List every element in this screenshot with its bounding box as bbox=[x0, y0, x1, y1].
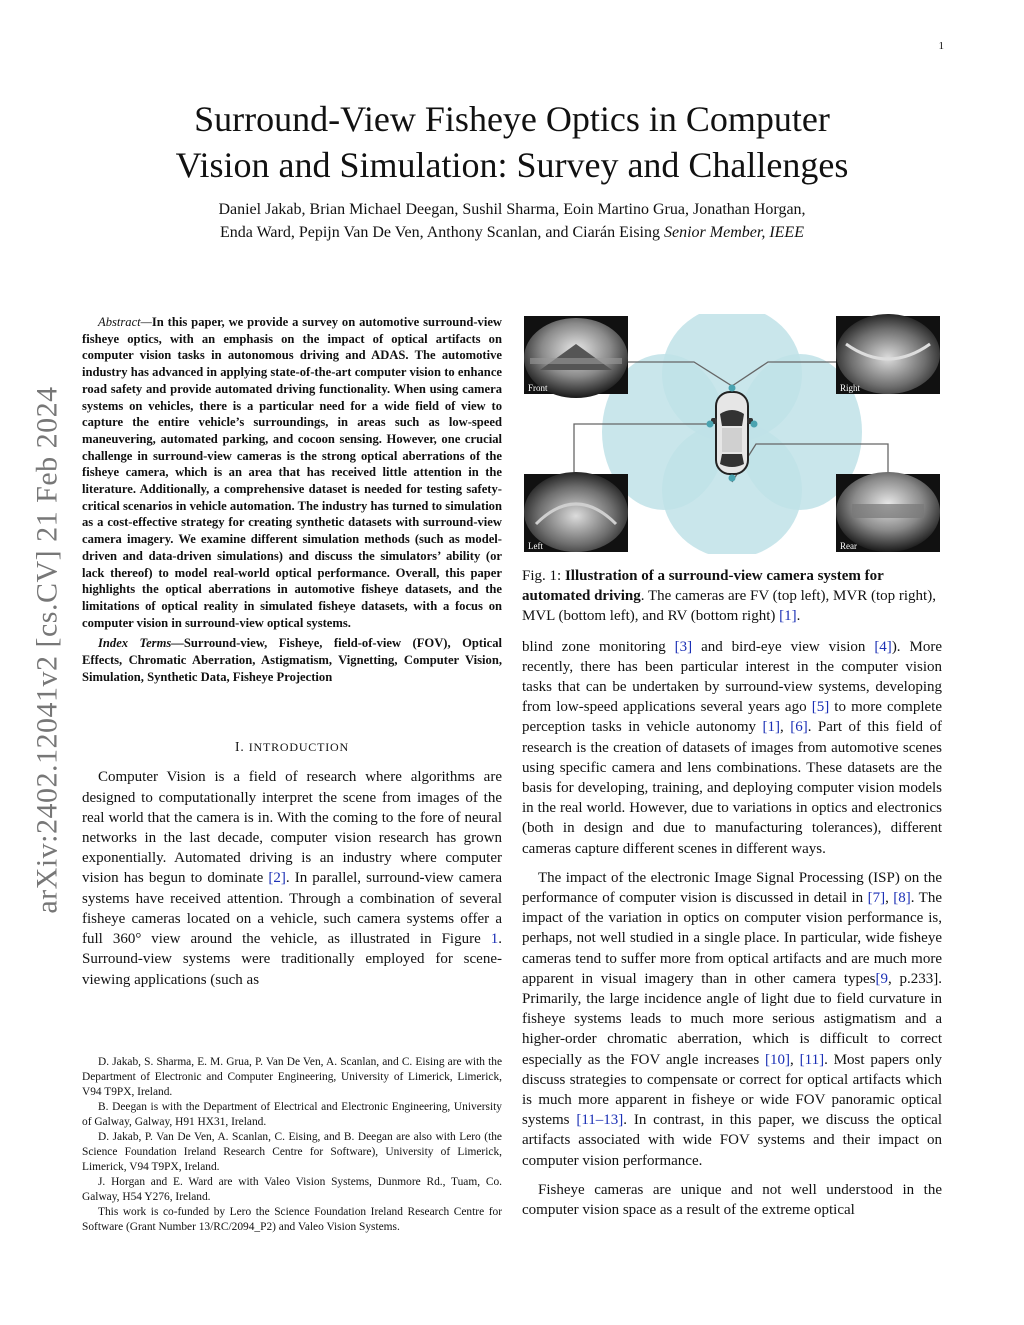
intro-text-b: . In parallel, surround-view camera systems have received attention. Through a combination of several fisheye cameras located on a vehicle, such camera systems offer a full 360° view around the vehicle, as illustrated in Figure bbox=[82, 870, 503, 948]
citation-link[interactable]: [11] bbox=[799, 1051, 825, 1068]
rp1-f: . Part of this field of research is the creation of datasets of images from automotive scenes using specific camera and lens combinations. These datasets are the basis for developing, training, and deploying computer vision models in the real world. However, due to variations in optics and electronics (both in design and due to manufacturing tolerances), different cameras capture different scenes in different ways. bbox=[522, 719, 942, 857]
rp2-c: . The impact of the variation in optics on computer vision performance is, perhaps, not well studied in a single place. In particular, wide fisheye cameras tend to suffer more from optical artifacts and are much more apparent in visual imagery than in other camera types bbox=[522, 890, 943, 987]
ieee-membership: Senior Member, IEEE bbox=[664, 224, 804, 241]
footnote-4: J. Horgan and E. Ward are with Valeo Vision Systems, Dunmore Rd., Tuam, Co. Galway, H54 Y276, Ireland. bbox=[82, 1176, 502, 1203]
intro-text-c: . Surround-view systems were traditionally employed for scene-viewing applications (such as bbox=[82, 931, 502, 988]
rp2-d: , p.233]. Primarily, the large incidence angle of light due to field curvature in fisheye systems leads to much more serious astigmatism and a higher-order chromatic aberration, which is difficult to correct especially as the FOV angle increases bbox=[522, 970, 942, 1068]
footnote-3: D. Jakab, P. Van De Ven, A. Scanlan, C. Eising, and B. Deegan are also with Lero (the Science Foundation Ireland Research Centre for Software), University of Limerick, Limerick, V94 T9PX, Ireland. bbox=[82, 1131, 502, 1173]
citation-link[interactable]: [5] bbox=[811, 699, 830, 716]
label-right: Right bbox=[840, 383, 861, 393]
footnote-1: D. Jakab, S. Sharma, E. M. Grua, P. Van De Ven, A. Scanlan, and C. Eising are with the Department of Electronic and Computer Engineering, University of Limerick, Limerick, V94 T9PX, Ireland. bbox=[82, 1056, 502, 1098]
intro-paragraph-1 bbox=[82, 767, 502, 989]
right-paragraph-1 bbox=[522, 637, 942, 859]
footnote-5: This work is co-funded by Lero the Science Foundation Ireland Research Centre for Software (Grant Number 13/RC/2094_P2) and Valeo Vision Systems. bbox=[82, 1206, 502, 1233]
rp1-c: ). More recently, there has been particular interest in the computer vision tasks that can be undertaken by surround-view systems, developing from low-speed applications several years ago bbox=[522, 638, 942, 716]
rp1-a: blind zone monitoring bbox=[522, 638, 675, 655]
label-left: Left bbox=[528, 541, 543, 551]
rp2-b: , bbox=[885, 890, 894, 907]
rp2-g: . In contrast, in this paper, we discuss the optical artifacts associated with wide FOV systems and their impact on computer vision performance. bbox=[522, 1112, 942, 1169]
figure-link[interactable]: 1 bbox=[490, 931, 499, 948]
right-paragraph-2 bbox=[522, 868, 942, 1171]
caption-label: Fig. 1: bbox=[522, 568, 565, 584]
arxiv-stamp-text: arXiv:2402.12041v2 [cs.CV] 21 Feb 2024 bbox=[31, 386, 65, 914]
citation-link[interactable]: [11–13] bbox=[576, 1112, 624, 1129]
paper-title bbox=[82, 96, 942, 188]
rp2-f: . Most papers only discuss strategies to compensate or correct for optical artifacts which is much more apparent in fisheye or wide FOV panoramic optical systems bbox=[522, 1051, 942, 1129]
caption-text: . The cameras are FV (top left), MVR (top right), MVL (bottom left), and RV (bottom right) bbox=[522, 588, 936, 625]
camera-front-dot bbox=[729, 385, 736, 392]
caption-bold: Illustration of a surround-view camera system for automated driving bbox=[522, 568, 884, 605]
camera-right-dot bbox=[751, 421, 758, 428]
camera-left-dot bbox=[707, 421, 714, 428]
citation-link[interactable]: [10] bbox=[765, 1051, 791, 1068]
right-paragraph-3: Fisheye cameras are unique and not well understood in the computer vision space as a result of the extreme optical bbox=[522, 1181, 942, 1219]
citation-link[interactable]: [9 bbox=[875, 970, 888, 987]
section-number: I. bbox=[235, 739, 245, 755]
label-rear: Rear bbox=[840, 541, 857, 551]
left-column bbox=[82, 314, 502, 990]
footnotes bbox=[82, 1055, 502, 1235]
authors-line-1: Daniel Jakab, Brian Michael Deegan, Sushil Sharma, Eoin Martino Grua, Jonathan Horgan, bbox=[218, 201, 806, 218]
vehicle-top-view bbox=[711, 392, 753, 474]
caption-citation-link[interactable]: [1] bbox=[779, 608, 797, 625]
footnote-2: B. Deegan is with the Department of Electrical and Electronic Engineering, University of Galway, Galway, H91 HX31, Ireland. bbox=[82, 1101, 502, 1128]
rp2-e: , bbox=[790, 1051, 800, 1068]
thumb-rear bbox=[836, 472, 940, 552]
rp1-b: and bird-eye view vision bbox=[692, 638, 875, 655]
right-column bbox=[522, 314, 942, 1220]
section-heading-introduction bbox=[82, 739, 502, 755]
arxiv-stamp bbox=[28, 350, 68, 950]
figure-1 bbox=[522, 314, 942, 554]
abstract-text: In this paper, we provide a survey on automotive surround-view fisheye optics, with an emphasis on the impact of optical artifacts on computer vision tasks in autonomous driving and ADAS. The automotive industry has advanced in applying state-of-the-art computer vision to enhance road safety and provide automated driving functionality. When using camera systems on vehicles, there is a particular need for a wide field of view to capture the entire vehicle’s surroundings, in areas such as low-speed maneuvering, automated parking, and cocoon sensing. However, one crucial challenge in surround-view cameras is the strong optical aberrations of the fisheye camera, which is an area that has received little attention in the literature. Additionally, a comprehensive dataset is needed for testing safety-critical scenarios in vehicle automation. The industry has turned to simulation as a cost-effective strategy for creating synthetic datasets with surround-view camera imagery. We examine different simulation methods (such as model-driven and data-driven simulations) and discuss the simulators’ ability (or lack thereof) to model real-world optical performance. Overall, this paper highlights the optical aberrations in automotive fisheye datasets, and the limitations of optical reality in simulated fisheye datasets, with a focus on computer vision in surround-view optical systems. bbox=[82, 315, 502, 630]
surround-view-illustration bbox=[522, 314, 942, 554]
title-line-2: Vision and Simulation: Survey and Challenges bbox=[175, 145, 849, 185]
camera-rear-dot bbox=[729, 475, 736, 482]
abstract bbox=[82, 314, 502, 631]
author-list bbox=[82, 198, 942, 244]
citation-link[interactable]: [3] bbox=[674, 638, 693, 655]
title-line-1: Surround-View Fisheye Optics in Computer bbox=[194, 99, 830, 139]
intro-text-a: Computer Vision is a field of research where algorithms are designed to computationally interpret the scene from images of the real world that the camera is in. With the coming to the fore of neural networks in the last decade, computer vision research has grown exponentially. Automated driving is an industry where computer vision has begun to dominate bbox=[82, 769, 502, 887]
thumb-left bbox=[524, 472, 628, 552]
citation-link[interactable]: [1] bbox=[762, 719, 780, 736]
section-title: INTRODUCTION bbox=[248, 740, 349, 755]
page-number: 1 bbox=[938, 40, 944, 52]
citation-link[interactable]: [4] bbox=[874, 638, 892, 655]
label-front: Front bbox=[528, 383, 548, 393]
index-terms-label: Index Terms— bbox=[98, 636, 184, 651]
rp1-d: to more complete perception tasks in vehicle autonomy bbox=[522, 699, 942, 736]
citation-link[interactable]: [8] bbox=[893, 890, 911, 907]
abstract-label: Abstract— bbox=[98, 315, 152, 329]
authors-line-2: Enda Ward, Pepijn Van De Ven, Anthony Scanlan, and Ciarán Eising bbox=[220, 224, 660, 241]
index-terms bbox=[82, 635, 502, 685]
thumb-right bbox=[836, 314, 940, 394]
caption-end: . bbox=[796, 608, 801, 625]
citation-link[interactable]: [2] bbox=[268, 870, 286, 887]
index-terms-text: Surround-view, Fisheye, field-of-view (FOV), Optical Effects, Chromatic Aberration, Astigmatism, Vignetting, Computer Vision, Simulation, Synthetic Data, Fisheye Projection bbox=[82, 636, 502, 684]
citation-link[interactable]: [7] bbox=[867, 890, 886, 907]
figure-caption bbox=[522, 566, 942, 627]
citation-link[interactable]: [6] bbox=[790, 719, 808, 736]
rp1-e: , bbox=[780, 719, 791, 736]
rp2-a: The impact of the electronic Image Signal Processing (ISP) on the performance of computer vision is discussed in detail in bbox=[522, 869, 942, 907]
